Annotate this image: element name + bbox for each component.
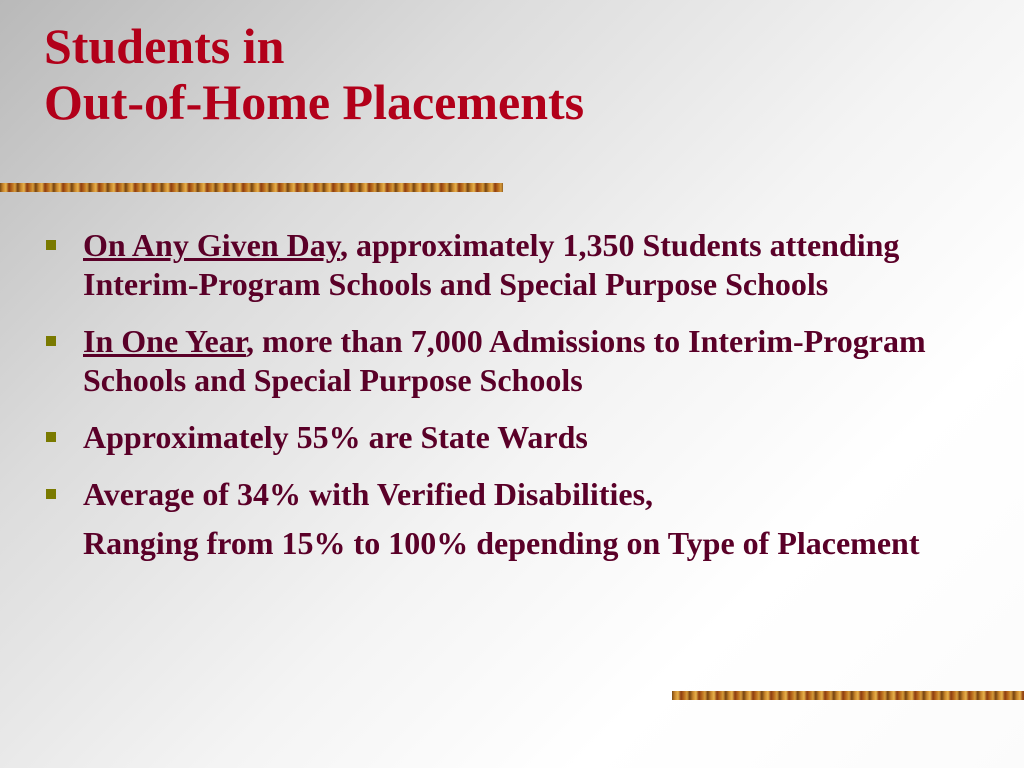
square-bullet-icon	[46, 489, 56, 499]
decorative-divider-bottom	[672, 691, 1024, 700]
bullet-subline-disabilities: Ranging from 15% to 100% depending on Type of Placement	[83, 525, 920, 561]
bullet-text-given-day: , approximately 1,350 Students attending Interim-Program Schools and Special Purpose Schools	[83, 227, 900, 302]
bullet-item-disabilities	[46, 475, 966, 563]
bullet-item-one-year	[46, 322, 966, 400]
bullet-item-given-day	[46, 226, 966, 304]
square-bullet-icon	[46, 432, 56, 442]
bullet-lead-one-year: In One Year	[83, 323, 246, 359]
bullet-list	[46, 226, 966, 581]
square-bullet-icon	[46, 336, 56, 346]
square-bullet-icon	[46, 240, 56, 250]
slide-title-line-1: Students in	[44, 18, 285, 74]
bullet-item-state-wards	[46, 418, 966, 457]
slide-title	[44, 18, 584, 130]
bullet-text-state-wards: Approximately 55% are State Wards	[83, 419, 588, 455]
decorative-divider-top	[0, 183, 503, 192]
bullet-text-one-year: , more than 7,000 Admissions to Interim-Program Schools and Special Purpose Schools	[83, 323, 926, 398]
slide-title-line-2: Out-of-Home Placements	[44, 74, 585, 130]
bullet-text-disabilities: Average of 34% with Verified Disabilities,	[83, 476, 654, 512]
bullet-lead-given-day: On Any Given Day	[83, 227, 340, 263]
